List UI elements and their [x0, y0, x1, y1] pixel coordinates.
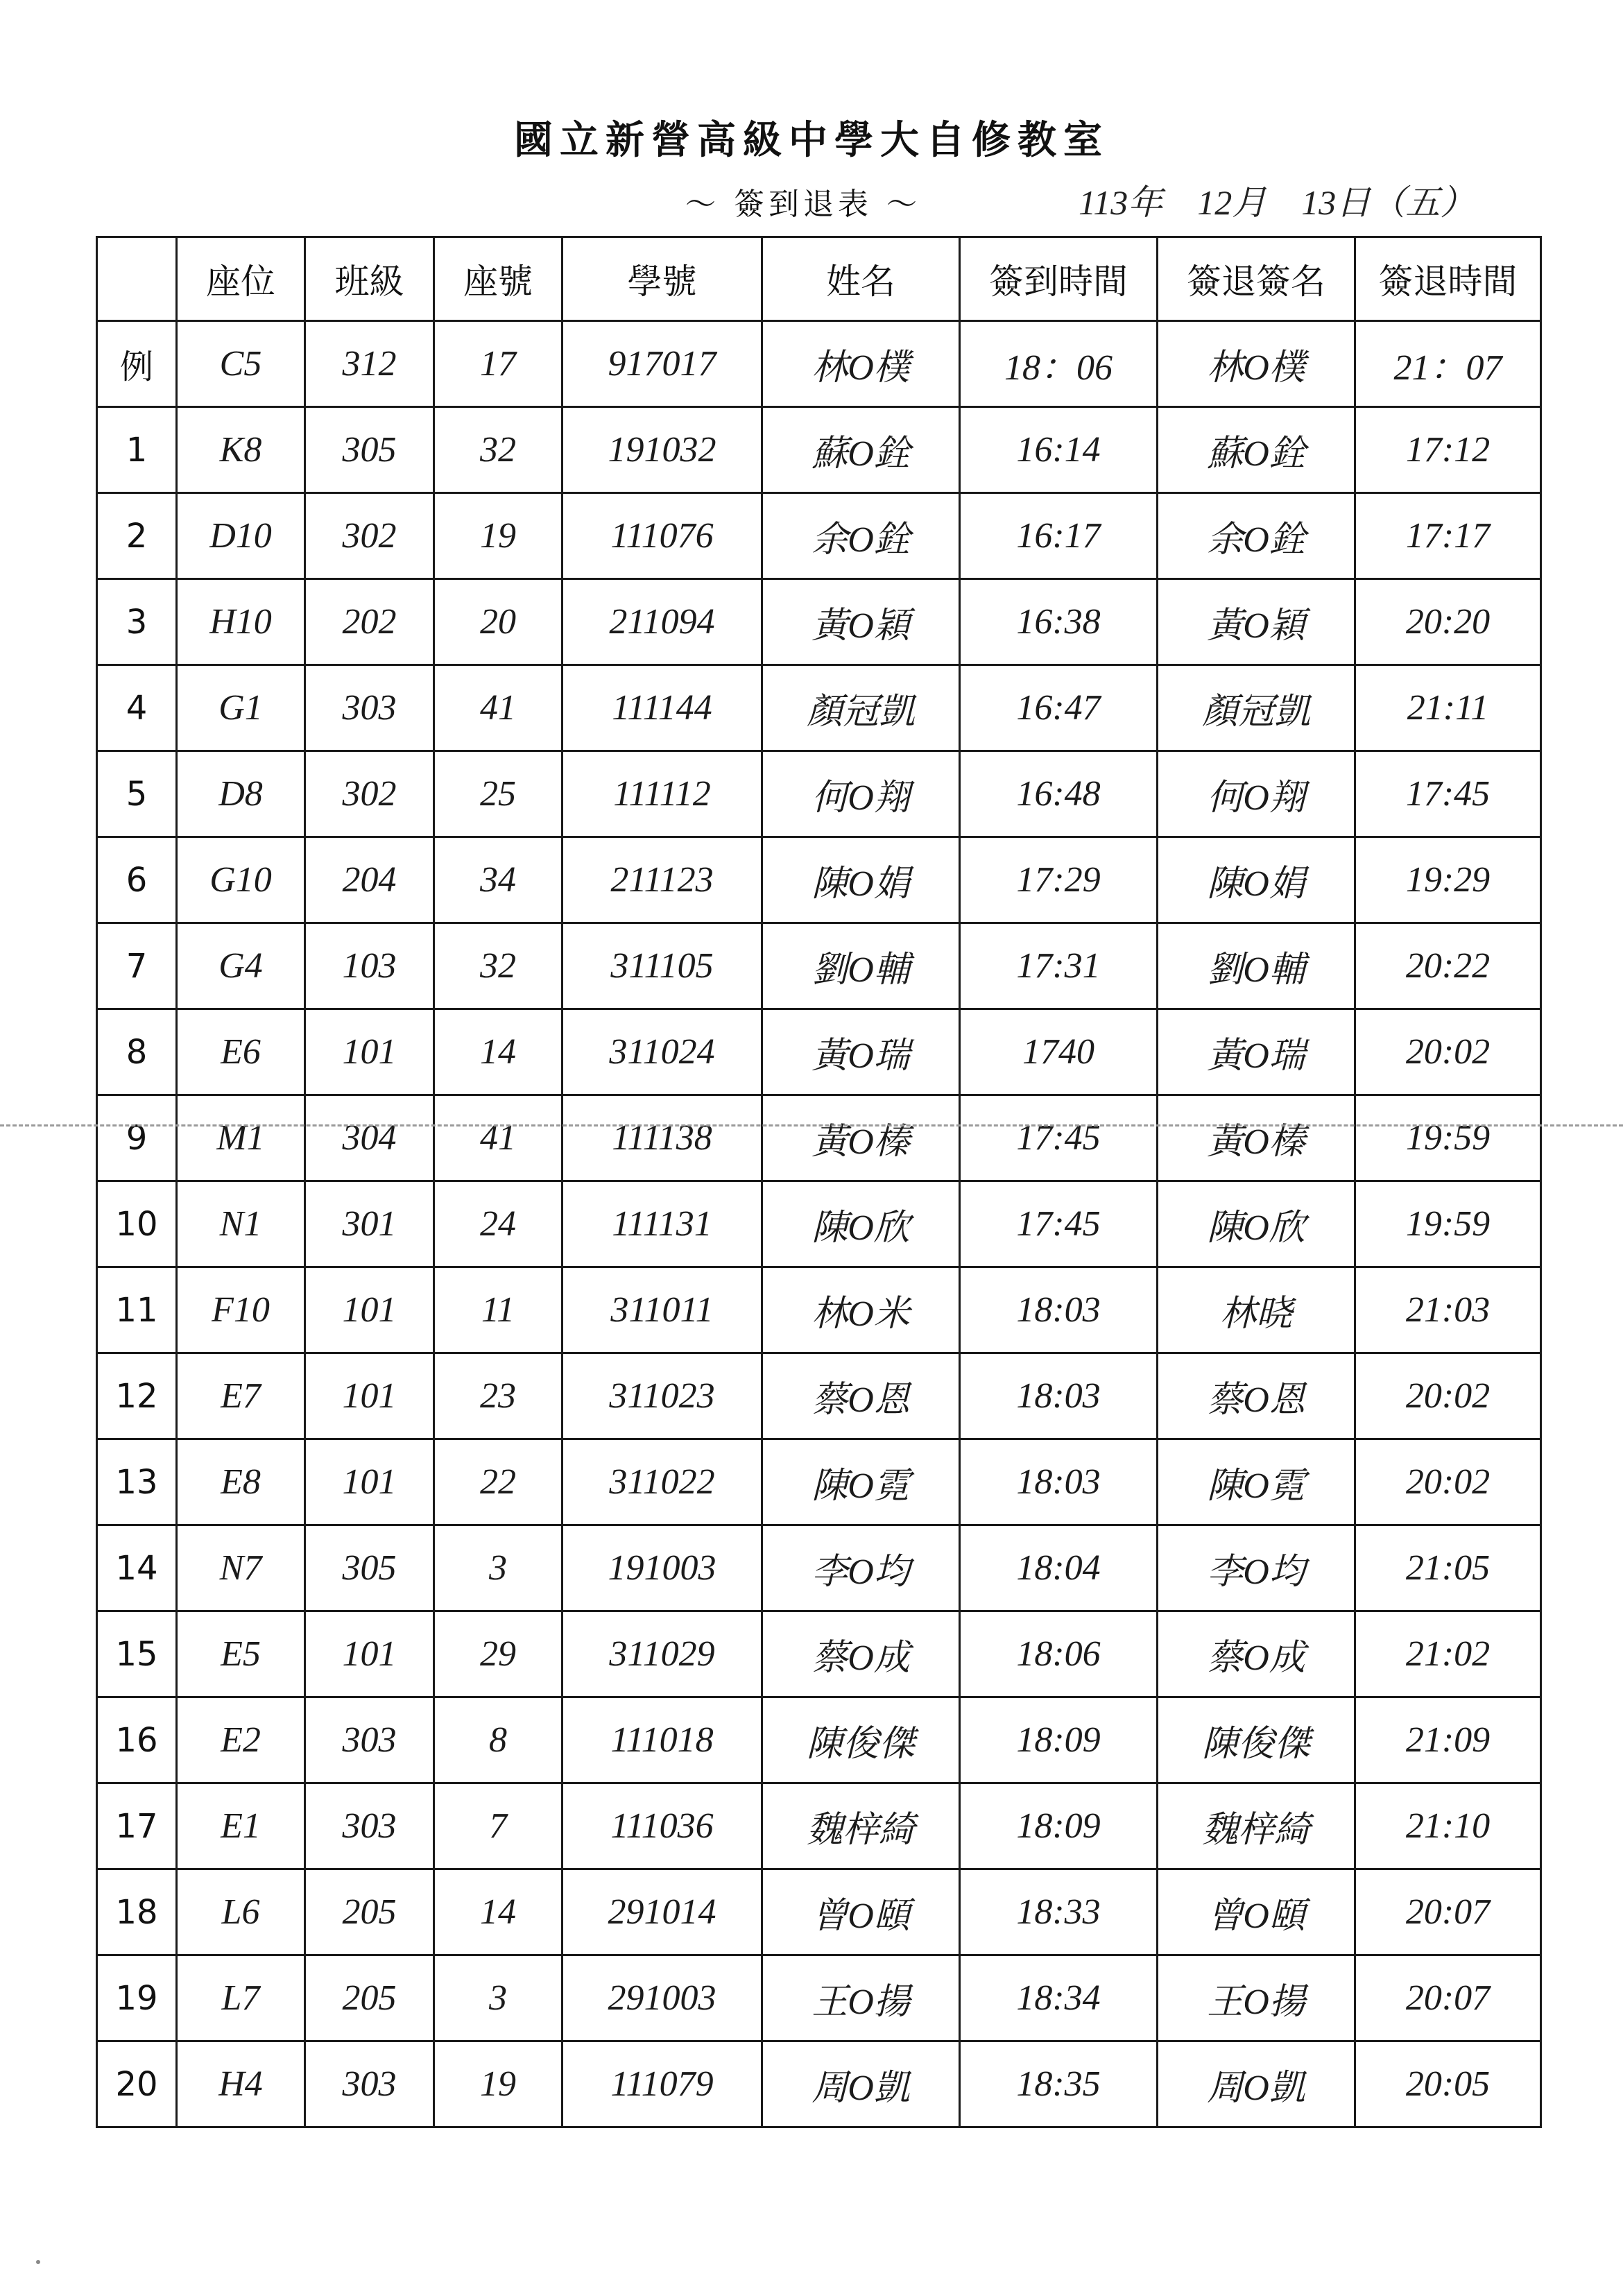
sign-in-time-cell: 18:09	[960, 1783, 1158, 1869]
sign-out-signature-cell: 余O銓	[1158, 493, 1355, 579]
sign-out-signature-cell: 黃O穎	[1158, 579, 1355, 665]
seat-cell: L7	[177, 1955, 305, 2041]
class-cell: 205	[305, 1955, 434, 2041]
row-number-cell: 17	[97, 1783, 177, 1869]
seat-number-cell: 32	[434, 923, 563, 1009]
sign-out-time-cell: 21:09	[1355, 1697, 1541, 1783]
seat-cell: F10	[177, 1267, 305, 1353]
sign-out-signature-cell: 李O均	[1158, 1525, 1355, 1611]
sign-out-signature-cell: 蔡O成	[1158, 1611, 1355, 1697]
class-cell: 303	[305, 1697, 434, 1783]
table-row	[97, 1955, 1541, 2041]
row-number-cell: 12	[97, 1353, 177, 1439]
seat-cell: K8	[177, 407, 305, 493]
name-cell: 蔡O恩	[762, 1353, 960, 1439]
sign-out-time-cell: 17:17	[1355, 493, 1541, 579]
seat-number-cell: 11	[434, 1267, 563, 1353]
seat-number-cell: 19	[434, 2041, 563, 2127]
sign-out-signature-cell: 曾O頤	[1158, 1869, 1355, 1955]
column-header-student-id: 學號	[563, 237, 762, 321]
class-cell: 103	[305, 923, 434, 1009]
seat-number-cell: 19	[434, 493, 563, 579]
sign-out-signature-cell: 魏梓綺	[1158, 1783, 1355, 1869]
sign-out-time-cell: 21:03	[1355, 1267, 1541, 1353]
row-number-cell: 6	[97, 837, 177, 923]
header-row	[97, 237, 1541, 321]
row-number-cell: 9	[97, 1095, 177, 1181]
name-cell: 曾O頤	[762, 1869, 960, 1955]
name-cell: 何O翔	[762, 751, 960, 837]
seat-cell: H10	[177, 579, 305, 665]
class-cell: 205	[305, 1869, 434, 1955]
column-header-class: 班級	[305, 237, 434, 321]
class-cell: 305	[305, 1525, 434, 1611]
seat-cell: H4	[177, 2041, 305, 2127]
seat-cell: E6	[177, 1009, 305, 1095]
sign-in-time-cell: 18：06	[960, 321, 1158, 407]
column-header-sign-out-signature: 簽退簽名	[1158, 237, 1355, 321]
class-cell: 202	[305, 579, 434, 665]
column-header-sign-out-time: 簽退時間	[1355, 237, 1541, 321]
row-number-cell: 8	[97, 1009, 177, 1095]
class-cell: 101	[305, 1009, 434, 1095]
class-cell: 101	[305, 1353, 434, 1439]
student-id-cell: 111138	[563, 1095, 762, 1181]
sign-in-time-cell: 17:31	[960, 923, 1158, 1009]
seat-number-cell: 3	[434, 1525, 563, 1611]
sign-out-signature-cell: 黃O榛	[1158, 1095, 1355, 1181]
seat-number-cell: 22	[434, 1439, 563, 1525]
student-id-cell: 311029	[563, 1611, 762, 1697]
sign-in-time-cell: 18:34	[960, 1955, 1158, 2041]
sign-out-time-cell: 21:05	[1355, 1525, 1541, 1611]
student-id-cell: 311024	[563, 1009, 762, 1095]
seat-number-cell: 20	[434, 579, 563, 665]
student-id-cell: 291014	[563, 1869, 762, 1955]
table-row	[97, 1095, 1541, 1181]
sign-out-time-cell: 20:02	[1355, 1353, 1541, 1439]
table-row	[97, 493, 1541, 579]
student-id-cell: 111144	[563, 665, 762, 751]
table-row	[97, 1353, 1541, 1439]
sign-out-time-cell: 20:20	[1355, 579, 1541, 665]
table-row	[97, 579, 1541, 665]
name-cell: 黃O瑞	[762, 1009, 960, 1095]
class-cell: 303	[305, 2041, 434, 2127]
sign-out-time-cell: 20:05	[1355, 2041, 1541, 2127]
sign-out-signature-cell: 劉O輔	[1158, 923, 1355, 1009]
class-cell: 303	[305, 665, 434, 751]
sign-out-time-cell: 20:02	[1355, 1009, 1541, 1095]
student-id-cell: 291003	[563, 1955, 762, 2041]
table-row	[97, 1439, 1541, 1525]
table-row	[97, 837, 1541, 923]
sign-in-time-cell: 17:29	[960, 837, 1158, 923]
table-row	[97, 665, 1541, 751]
sign-out-time-cell: 19:29	[1355, 837, 1541, 923]
example-row	[97, 321, 1541, 407]
table-row	[97, 751, 1541, 837]
row-number-cell: 20	[97, 2041, 177, 2127]
class-cell: 302	[305, 751, 434, 837]
column-header-seat-number: 座號	[434, 237, 563, 321]
sign-out-signature-cell: 周O凱	[1158, 2041, 1355, 2127]
table-row	[97, 1869, 1541, 1955]
row-number-cell: 7	[97, 923, 177, 1009]
name-cell: 陳俊傑	[762, 1697, 960, 1783]
class-cell: 305	[305, 407, 434, 493]
name-cell: 李O均	[762, 1525, 960, 1611]
column-header-sign-in-time: 簽到時間	[960, 237, 1158, 321]
page-title: 國立新營高級中學大自修教室	[514, 117, 1109, 163]
sign-out-signature-cell: 林晓	[1158, 1267, 1355, 1353]
student-id-cell: 111018	[563, 1697, 762, 1783]
name-cell: 蘇O銓	[762, 407, 960, 493]
class-cell: 101	[305, 1439, 434, 1525]
sign-out-signature-cell: 蔡O恩	[1158, 1353, 1355, 1439]
sign-in-time-cell: 18:33	[960, 1869, 1158, 1955]
seat-number-cell: 3	[434, 1955, 563, 2041]
name-cell: 魏梓綺	[762, 1783, 960, 1869]
sign-out-time-cell: 20:07	[1355, 1869, 1541, 1955]
row-number-cell: 19	[97, 1955, 177, 2041]
class-cell: 101	[305, 1267, 434, 1353]
seat-cell: G1	[177, 665, 305, 751]
form-date: 113年 12月 13日（五）	[1079, 183, 1475, 222]
seat-cell: M1	[177, 1095, 305, 1181]
student-id-cell: 211094	[563, 579, 762, 665]
table-row	[97, 1525, 1541, 1611]
sign-out-time-cell: 21:10	[1355, 1783, 1541, 1869]
name-cell: 顏冠凱	[762, 665, 960, 751]
row-number-cell: 14	[97, 1525, 177, 1611]
seat-cell: E5	[177, 1611, 305, 1697]
class-cell: 312	[305, 321, 434, 407]
seat-cell: E8	[177, 1439, 305, 1525]
name-cell: 陳O霓	[762, 1439, 960, 1525]
seat-number-cell: 14	[434, 1869, 563, 1955]
name-cell: 蔡O成	[762, 1611, 960, 1697]
row-number-cell: 18	[97, 1869, 177, 1955]
student-id-cell: 211123	[563, 837, 762, 923]
sign-in-time-cell: 17:45	[960, 1181, 1158, 1267]
row-number-cell: 15	[97, 1611, 177, 1697]
seat-cell: L6	[177, 1869, 305, 1955]
row-number-cell: 2	[97, 493, 177, 579]
sign-out-time-cell: 21：07	[1355, 321, 1541, 407]
scan-artifact-dashed-line	[0, 1124, 1623, 1126]
class-cell: 303	[305, 1783, 434, 1869]
name-cell: 黃O穎	[762, 579, 960, 665]
sign-out-signature-cell: 陳O欣	[1158, 1181, 1355, 1267]
student-id-cell: 917017	[563, 321, 762, 407]
table-row	[97, 1697, 1541, 1783]
student-id-cell: 311022	[563, 1439, 762, 1525]
seat-cell: E7	[177, 1353, 305, 1439]
sign-out-time-cell: 21:11	[1355, 665, 1541, 751]
seat-cell: N1	[177, 1181, 305, 1267]
column-header-row-number	[97, 237, 177, 321]
row-number-cell: 1	[97, 407, 177, 493]
sign-out-signature-cell: 陳O霓	[1158, 1439, 1355, 1525]
sign-in-time-cell: 18:04	[960, 1525, 1158, 1611]
sign-out-signature-cell: 何O翔	[1158, 751, 1355, 837]
seat-cell: N7	[177, 1525, 305, 1611]
name-cell: 余O銓	[762, 493, 960, 579]
table-row	[97, 1611, 1541, 1697]
sign-in-sheet-table	[96, 236, 1542, 2128]
sign-in-time-cell: 16:17	[960, 493, 1158, 579]
sign-out-time-cell: 17:45	[1355, 751, 1541, 837]
sign-in-time-cell: 18:06	[960, 1611, 1158, 1697]
row-number-cell: 4	[97, 665, 177, 751]
name-cell: 黃O榛	[762, 1095, 960, 1181]
sign-out-time-cell: 19:59	[1355, 1095, 1541, 1181]
table-row	[97, 2041, 1541, 2127]
sign-out-signature-cell: 蘇O銓	[1158, 407, 1355, 493]
student-id-cell: 111036	[563, 1783, 762, 1869]
column-header-seat: 座位	[177, 237, 305, 321]
row-number-cell: 例	[97, 321, 177, 407]
seat-cell: C5	[177, 321, 305, 407]
sign-in-time-cell: 18:03	[960, 1267, 1158, 1353]
seat-number-cell: 17	[434, 321, 563, 407]
student-id-cell: 311011	[563, 1267, 762, 1353]
column-header-name: 姓名	[762, 237, 960, 321]
table-row	[97, 1783, 1541, 1869]
scan-dot	[36, 2260, 40, 2264]
sign-in-time-cell: 18:03	[960, 1353, 1158, 1439]
sign-in-time-cell: 17:45	[960, 1095, 1158, 1181]
student-id-cell: 111079	[563, 2041, 762, 2127]
seat-number-cell: 23	[434, 1353, 563, 1439]
seat-cell: D10	[177, 493, 305, 579]
seat-number-cell: 25	[434, 751, 563, 837]
table-row	[97, 1181, 1541, 1267]
sign-out-time-cell: 19:59	[1355, 1181, 1541, 1267]
student-id-cell: 191032	[563, 407, 762, 493]
sign-in-time-cell: 1740	[960, 1009, 1158, 1095]
name-cell: 林O樸	[762, 321, 960, 407]
sign-out-time-cell: 20:02	[1355, 1439, 1541, 1525]
class-cell: 204	[305, 837, 434, 923]
student-id-cell: 311105	[563, 923, 762, 1009]
row-number-cell: 16	[97, 1697, 177, 1783]
class-cell: 304	[305, 1095, 434, 1181]
class-cell: 101	[305, 1611, 434, 1697]
sign-in-time-cell: 16:14	[960, 407, 1158, 493]
table-body	[97, 321, 1541, 2127]
seat-number-cell: 14	[434, 1009, 563, 1095]
seat-cell: G10	[177, 837, 305, 923]
name-cell: 王O揚	[762, 1955, 960, 2041]
name-cell: 周O凱	[762, 2041, 960, 2127]
row-number-cell: 11	[97, 1267, 177, 1353]
seat-cell: E2	[177, 1697, 305, 1783]
sign-in-time-cell: 16:48	[960, 751, 1158, 837]
sign-out-signature-cell: 林O樸	[1158, 321, 1355, 407]
seat-cell: G4	[177, 923, 305, 1009]
seat-number-cell: 41	[434, 1095, 563, 1181]
page-subtitle: ～ 簽到退表 ～	[685, 187, 921, 222]
sign-out-time-cell: 20:22	[1355, 923, 1541, 1009]
class-cell: 302	[305, 493, 434, 579]
row-number-cell: 10	[97, 1181, 177, 1267]
seat-cell: D8	[177, 751, 305, 837]
sign-out-signature-cell: 陳O娟	[1158, 837, 1355, 923]
class-cell: 301	[305, 1181, 434, 1267]
student-id-cell: 311023	[563, 1353, 762, 1439]
sign-out-signature-cell: 王O揚	[1158, 1955, 1355, 2041]
sign-out-time-cell: 20:07	[1355, 1955, 1541, 2041]
student-id-cell: 111112	[563, 751, 762, 837]
sign-out-signature-cell: 黃O瑞	[1158, 1009, 1355, 1095]
table-row	[97, 923, 1541, 1009]
table-row	[97, 1267, 1541, 1353]
row-number-cell: 13	[97, 1439, 177, 1525]
table-row	[97, 1009, 1541, 1095]
seat-number-cell: 24	[434, 1181, 563, 1267]
sign-in-time-cell: 18:09	[960, 1697, 1158, 1783]
name-cell: 陳O欣	[762, 1181, 960, 1267]
seat-number-cell: 34	[434, 837, 563, 923]
student-id-cell: 111131	[563, 1181, 762, 1267]
table-row	[97, 407, 1541, 493]
sign-out-signature-cell: 陳俊傑	[1158, 1697, 1355, 1783]
seat-number-cell: 29	[434, 1611, 563, 1697]
name-cell: 陳O娟	[762, 837, 960, 923]
seat-number-cell: 32	[434, 407, 563, 493]
sign-out-time-cell: 17:12	[1355, 407, 1541, 493]
row-number-cell: 5	[97, 751, 177, 837]
sign-out-time-cell: 21:02	[1355, 1611, 1541, 1697]
seat-number-cell: 7	[434, 1783, 563, 1869]
sign-in-time-cell: 18:03	[960, 1439, 1158, 1525]
name-cell: 劉O輔	[762, 923, 960, 1009]
sign-out-signature-cell: 顏冠凱	[1158, 665, 1355, 751]
seat-number-cell: 41	[434, 665, 563, 751]
seat-number-cell: 8	[434, 1697, 563, 1783]
seat-cell: E1	[177, 1783, 305, 1869]
name-cell: 林O米	[762, 1267, 960, 1353]
row-number-cell: 3	[97, 579, 177, 665]
sign-in-time-cell: 16:47	[960, 665, 1158, 751]
sign-in-time-cell: 16:38	[960, 579, 1158, 665]
student-id-cell: 111076	[563, 493, 762, 579]
sign-in-time-cell: 18:35	[960, 2041, 1158, 2127]
student-id-cell: 191003	[563, 1525, 762, 1611]
